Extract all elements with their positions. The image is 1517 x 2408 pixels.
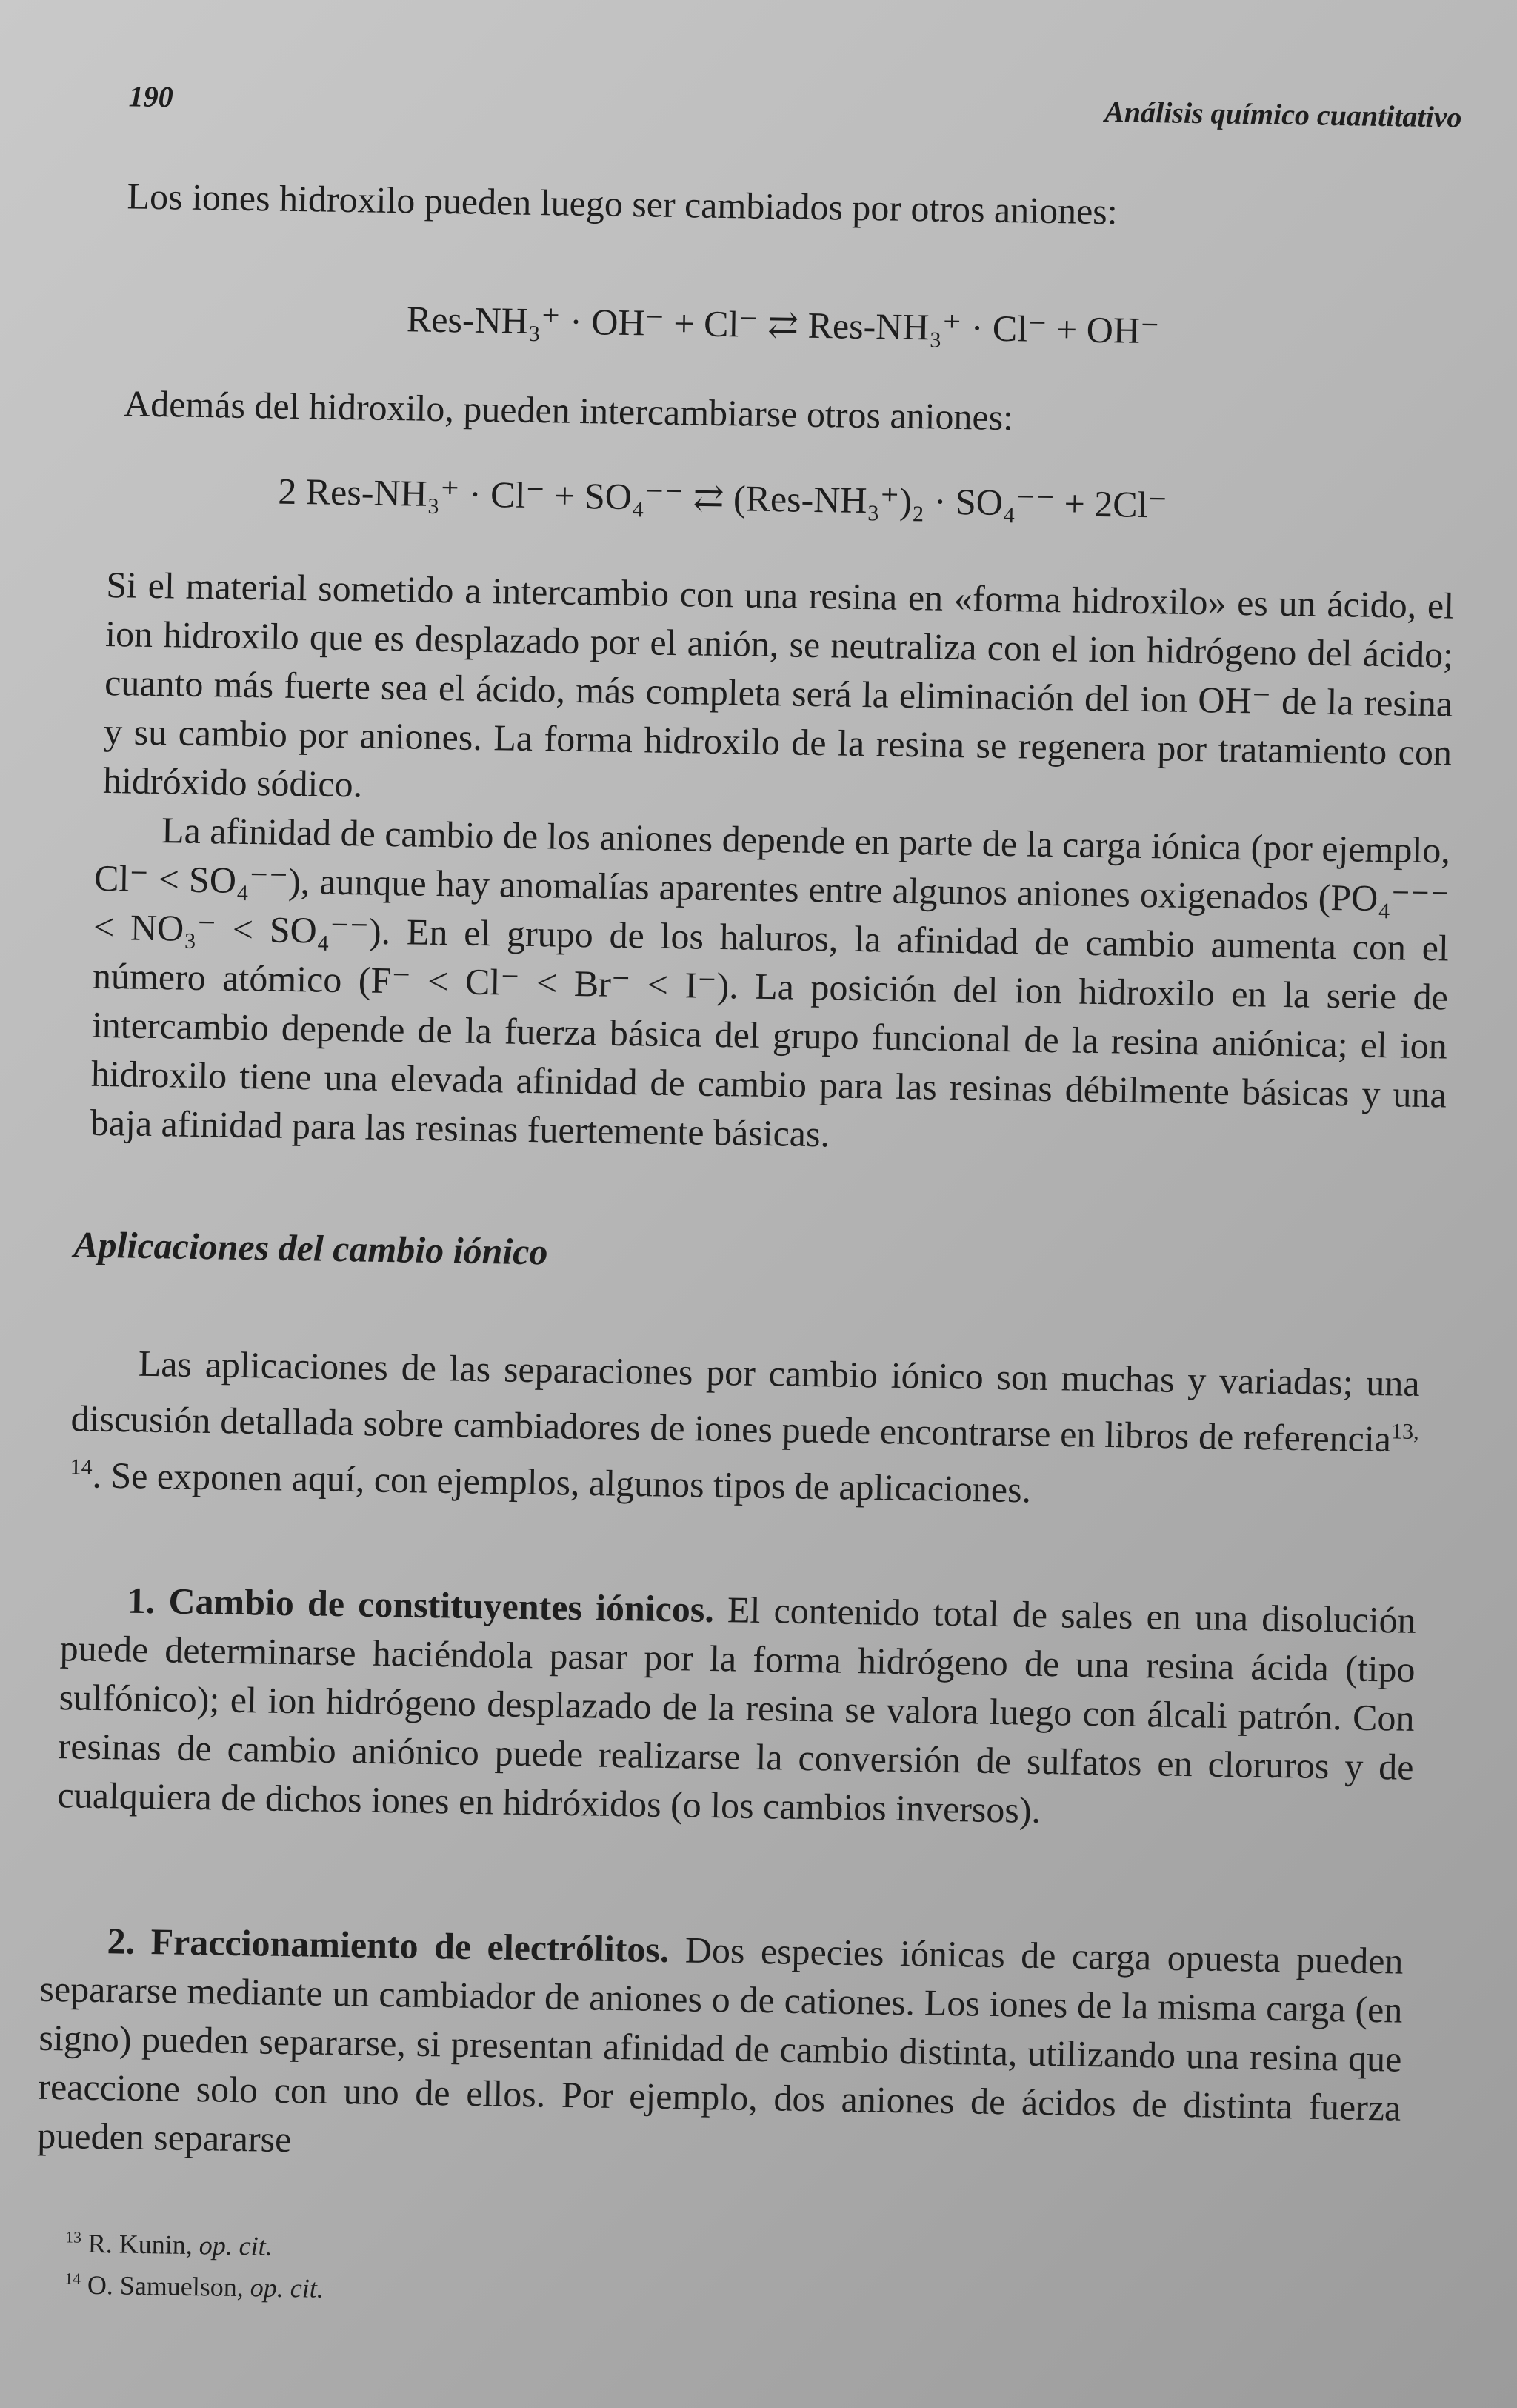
running-title: Análisis químico cuantitativo — [1104, 95, 1462, 134]
section-intro — [70, 1337, 1420, 1520]
equation-2: 2 Res-NH₃⁺ · Cl⁻ + SO₄⁻⁻ ⇄ (Res-NH₃⁺)₂ · SO₄⁻⁻ + 2Cl⁻ — [277, 470, 1168, 526]
footnotes — [64, 2219, 324, 2306]
footnote-13-number: 13 — [65, 2228, 82, 2246]
item-2-title: Fraccionamiento de electrólitos. — [150, 1920, 670, 1971]
page-header — [128, 79, 1462, 134]
paragraph-anions: Además del hidroxilo, pueden intercambiarse otros aniones: — [123, 382, 1014, 439]
item-1 — [57, 1574, 1416, 1840]
page-sheet — [34, 48, 1493, 2389]
equation-1: Res-NH₃⁺ · OH⁻ + Cl⁻ ⇄ Res-NH₃⁺ · Cl⁻ + OH⁻ — [406, 298, 1160, 352]
footnote-14-number: 14 — [64, 2269, 81, 2288]
section-intro-text-end: . Se exponen aquí, con ejemplos, algunos tipos de aplicaciones. — [92, 1454, 1032, 1511]
footnote-13 — [65, 2219, 324, 2264]
footnote-14-ref: op. cit. — [250, 2272, 324, 2304]
footnote-14 — [64, 2261, 324, 2306]
item-1-number: 1. — [127, 1579, 156, 1622]
paragraph-hydroxyl-form: Si el material sometido a intercambio con una resina en «forma hidroxilo» es un ácido, el ion hidroxilo que es desplazado por el anión, se neutraliza con el ion hidrógeno del ácido; cuanto más fuerte sea el ácido, más completa será la eliminación del ion OH⁻ de la resina y su cambio por aniones. La forma hidroxilo de la resina se regenera por tratamiento con hidróxido sódico. — [102, 563, 1455, 805]
reference-marks: 13, 14 — [70, 1419, 1419, 1480]
footnote-13-author: R. Kunin, — [87, 2228, 193, 2261]
page-number: 190 — [128, 79, 174, 114]
item-1-text: El contenido total de sales en una disolución puede determinarse haciéndola pasar por la forma hidrógeno de una resina ácida (tipo sulfónico); el ion hidrógeno desplazado de la resina se valora luego con álcali patrón. Con resinas de cambio aniónico puede realizarse la conversión de sulfatos en cloruros y de cualquiera de dichos iones en hidróxidos (o los cambios inversos). — [57, 1589, 1417, 1831]
section-intro-text: Las aplicaciones de las separaciones por cambio iónico son muchas y variadas; una discusión detallada sobre cambiadores de iones puede encontrarse en libros de referencia — [70, 1342, 1421, 1460]
section-heading: Aplicaciones del cambio iónico — [73, 1223, 548, 1273]
footnote-14-author: O. Samuelson, — [87, 2269, 244, 2303]
intro-paragraph: Los iones hidroxilo pueden luego ser cambiados por otros aniones: — [127, 175, 1118, 233]
item-2-number: 2. — [107, 1920, 136, 1962]
item-2 — [37, 1915, 1404, 2181]
paragraph-affinity: La afinidad de cambio de los aniones depende en parte de la carga iónica (por ejemplo, Cl⁻ < SO₄⁻⁻), aunque hay anomalías aparentes entre algunos aniones oxigenados (PO₄⁻⁻⁻ < NO₃⁻ < SO₄⁻⁻). En el grupo de los haluros, la afinidad de cambio aumenta con el número atómico (F⁻ < Cl⁻ < Br⁻ < I⁻). La posición del ion hidroxilo en la serie de intercambio depende de la fuerza básica del grupo funcional de la resina aniónica; el ion hidroxilo tiene una elevada afinidad de cambio para las resinas débilmente básicas y una baja afinidad para las resinas fuertemente básicas. — [90, 809, 1451, 1155]
item-1-title: Cambio de constituyentes iónicos. — [168, 1580, 715, 1631]
footnote-13-ref: op. cit. — [199, 2230, 273, 2261]
item-2-text: Dos especies iónicas de carga opuesta pueden separarse mediante un cambiador de aniones o de cationes. Los iones de la misma carga (en signo) pueden separarse, si presentan afinidad de cambio distinta, utilizando una resina que reaccione solo con uno de ellos. Por ejemplo, dos aniones de ácidos de distinta fuerza pueden separarse — [37, 1929, 1404, 2161]
